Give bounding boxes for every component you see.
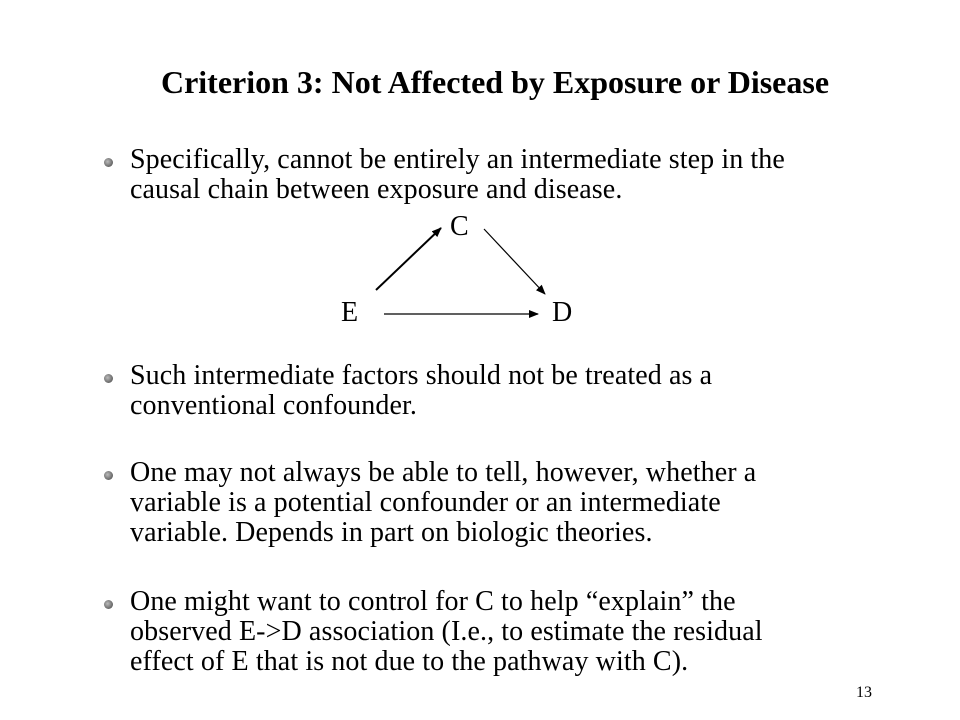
bullet-line: Such intermediate factors should not be treated as a xyxy=(130,360,713,391)
bullet-text-1 xyxy=(130,145,870,205)
bullet-line: variable is a potential confounder or an intermediate xyxy=(130,487,721,518)
bullet-text-4 xyxy=(130,587,870,677)
bullet-line: One may not always be able to tell, however, whether a xyxy=(130,457,757,488)
bullet-line: One might want to control for C to help “explain” the xyxy=(130,586,736,617)
bullet-text-2 xyxy=(130,361,870,421)
bullet-line: conventional confounder. xyxy=(130,390,417,421)
bullet-line: variable. Depends in part on biologic theories. xyxy=(130,517,653,548)
bullet-icon xyxy=(104,471,113,480)
bullet-icon xyxy=(104,600,113,609)
bullet-line: Specifically, cannot be entirely an intermediate step in the xyxy=(130,144,785,175)
page-number: 13 xyxy=(856,684,872,701)
bullet-line: observed E->D association (I.e., to estimate the residual xyxy=(130,616,763,647)
edge-c-to-d xyxy=(484,229,545,294)
diagram-node-d: D xyxy=(552,297,573,328)
bullet-line: causal chain between exposure and disease. xyxy=(130,174,623,205)
diagram-node-c: C xyxy=(450,211,469,242)
bullet-icon xyxy=(104,374,113,383)
bullet-icon xyxy=(104,158,113,167)
bullet-line: effect of E that is not due to the pathway with C). xyxy=(130,646,689,677)
edge-e-to-c xyxy=(376,228,441,290)
slide-title: Criterion 3: Not Affected by Exposure or Disease xyxy=(160,64,830,100)
bullet-text-3 xyxy=(130,458,870,548)
diagram-node-e: E xyxy=(341,297,359,328)
